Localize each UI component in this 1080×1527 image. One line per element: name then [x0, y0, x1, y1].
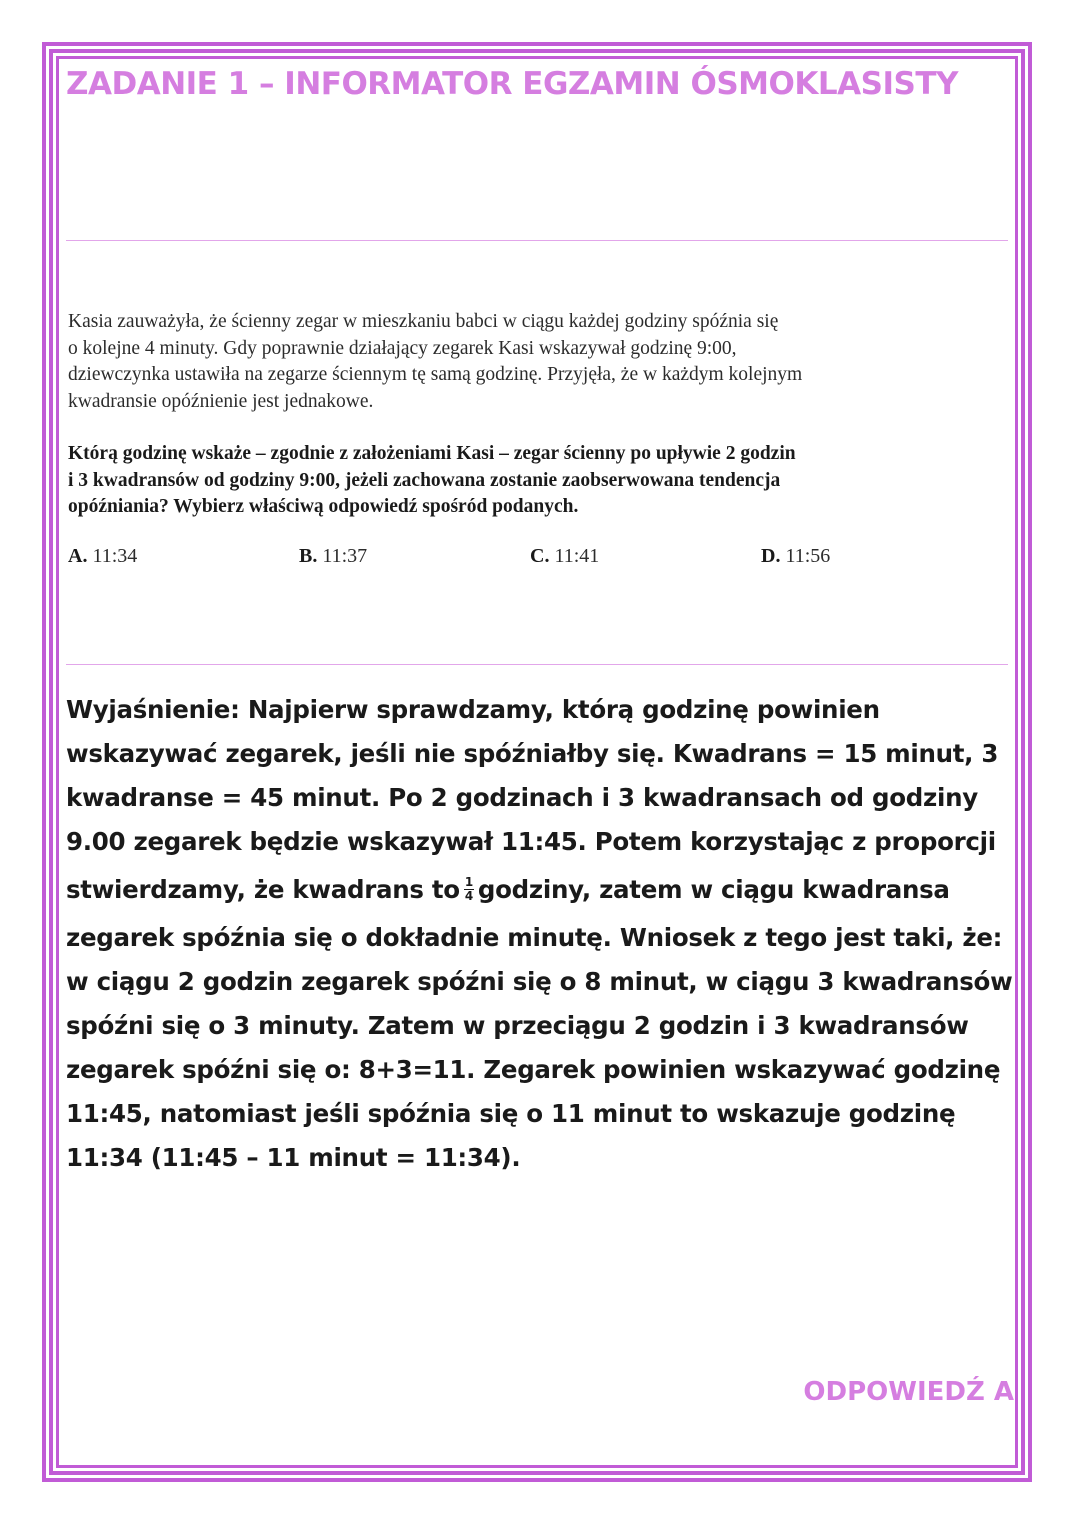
explanation-line: 11:45, natomiast jeśli spóźnia się o 11 minut to wskazuje godzinę — [66, 1099, 956, 1128]
fraction-denominator: 4 — [464, 888, 473, 903]
option-b — [299, 545, 367, 568]
option-letter: D. — [761, 545, 781, 567]
explanation-line: 11:34 (11:45 – 11 minut = 11:34). — [66, 1143, 521, 1172]
fraction-numerator: 1 — [464, 874, 473, 889]
task-intro-line: o kolejne 4 minuty. Gdy poprawnie działający zegarek Kasi wskazywał godzinę 9:00, — [68, 337, 737, 359]
fraction-one-quarter — [464, 876, 474, 903]
option-value: 11:56 — [785, 545, 831, 567]
explanation-line: w ciągu 2 godzin zegarek spóźni się o 8 minut, w ciągu 3 kwadransów — [66, 967, 1013, 996]
task-question-line: Którą godzinę wskaże – zgodnie z założeniami Kasi – zegar ścienny po upływie 2 godzin — [68, 443, 796, 464]
explanation-line: zegarek spóźni się o: 8+3=11. Zegarek powinien wskazywać godzinę — [66, 1055, 1001, 1084]
option-a — [68, 545, 137, 568]
explanation — [66, 688, 1011, 1180]
task-question — [68, 441, 938, 521]
explanation-line: spóźni się o 3 minuty. Zatem w przeciągu 2 godzin i 3 kwadransów — [66, 1011, 969, 1040]
task-intro-line: Kasia zauważyła, że ścienny zegar w mieszkaniu babci w ciągu każdej godziny spóźnia się — [68, 311, 779, 332]
explanation-line: wskazywać zegarek, jeśli nie spóźniałby się. Kwadrans = 15 minut, 3 — [66, 739, 999, 768]
task-intro-line: dziewczynka ustawiła na zegarze ściennym tę samą godzinę. Przyjęła, że w każdym kolejnym — [68, 364, 803, 385]
task-intro — [68, 309, 938, 415]
option-letter: B. — [299, 545, 318, 567]
explanation-line: 9.00 zegarek będzie wskazywał 11:45. Potem korzystając z proporcji — [66, 827, 996, 856]
explanation-line: zegarek spóźnia się o dokładnie minutę. Wniosek z tego jest taki, że: — [66, 923, 1003, 952]
explanation-text: godziny, zatem w ciągu kwadransa — [477, 875, 950, 904]
explanation-fraction-line — [66, 864, 1011, 916]
option-c — [530, 545, 599, 568]
page-title: ZADANIE 1 – INFORMATOR EGZAMIN ÓSMOKLASISTY — [66, 66, 958, 102]
option-value: 11:41 — [554, 545, 600, 567]
option-letter: C. — [530, 545, 550, 567]
task-question-line: i 3 kwadransów od godziny 9:00, jeżeli zachowana zostanie zaobserwowana tendencja — [68, 469, 781, 491]
explanation-text: stwierdzamy, że kwadrans to — [66, 875, 460, 904]
option-d — [761, 545, 830, 568]
explanation-line: Wyjaśnienie: Najpierw sprawdzamy, którą godzinę powinien — [66, 695, 880, 724]
final-answer: ODPOWIEDŹ A — [803, 1377, 1014, 1407]
option-value: 11:37 — [322, 545, 368, 567]
option-letter: A. — [68, 545, 88, 567]
divider-top — [66, 240, 1008, 241]
option-value: 11:34 — [92, 545, 138, 567]
task-question-line: opóźniania? Wybierz właściwą odpowiedź spośród podanych. — [68, 496, 579, 517]
task-intro-line: kwadransie opóźnienie jest jednakowe. — [68, 390, 374, 412]
explanation-line: kwadranse = 45 minut. Po 2 godzinach i 3 kwadransach od godziny — [66, 783, 978, 812]
divider-bottom — [66, 664, 1008, 665]
